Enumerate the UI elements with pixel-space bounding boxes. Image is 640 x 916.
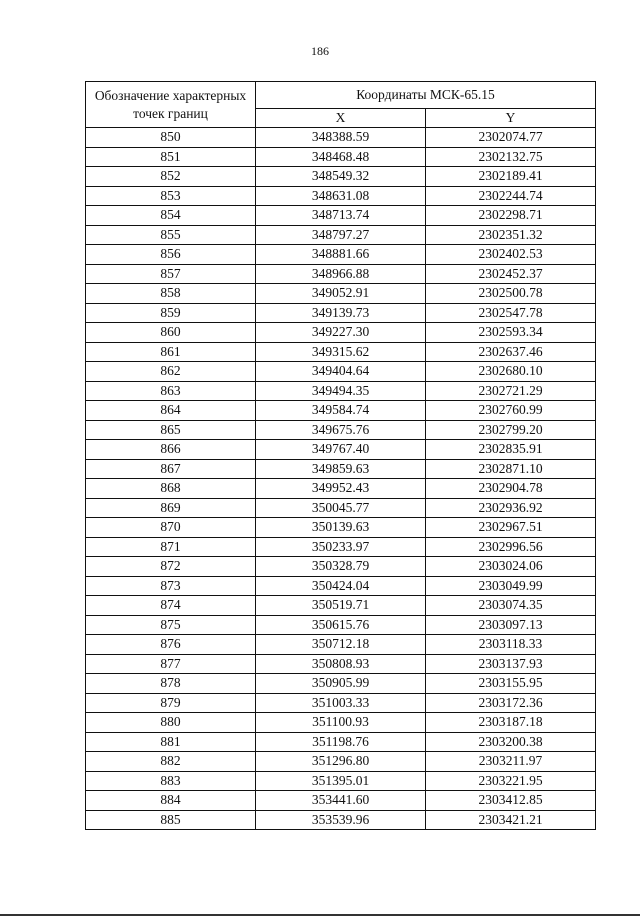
y-coordinate-cell: 2302760.99 xyxy=(426,401,596,421)
x-coordinate-cell: 348966.88 xyxy=(256,264,426,284)
table-header-row xyxy=(86,82,596,109)
y-coordinate-cell: 2302904.78 xyxy=(426,479,596,499)
y-coordinate-cell: 2302967.51 xyxy=(426,518,596,538)
y-coordinate-cell: 2302721.29 xyxy=(426,381,596,401)
x-coordinate-cell: 350712.18 xyxy=(256,635,426,655)
y-coordinate-cell: 2302500.78 xyxy=(426,284,596,304)
table-row xyxy=(86,167,596,187)
y-coordinate-cell: 2302244.74 xyxy=(426,186,596,206)
table-row xyxy=(86,498,596,518)
point-cell: 852 xyxy=(86,167,256,187)
y-coordinate-cell: 2303097.13 xyxy=(426,615,596,635)
y-coordinate-cell: 2303221.95 xyxy=(426,771,596,791)
table-row xyxy=(86,596,596,616)
point-cell: 874 xyxy=(86,596,256,616)
y-coordinate-cell: 2302547.78 xyxy=(426,303,596,323)
y-coordinate-cell: 2302351.32 xyxy=(426,225,596,245)
y-coordinate-cell: 2303412.85 xyxy=(426,791,596,811)
x-coordinate-cell: 349675.76 xyxy=(256,420,426,440)
table-row xyxy=(86,732,596,752)
x-coordinate-cell: 353539.96 xyxy=(256,810,426,830)
x-coordinate-cell: 348468.48 xyxy=(256,147,426,167)
table-row xyxy=(86,518,596,538)
table-row xyxy=(86,147,596,167)
point-cell: 875 xyxy=(86,615,256,635)
table-row xyxy=(86,264,596,284)
x-coordinate-cell: 349404.64 xyxy=(256,362,426,382)
y-coordinate-cell: 2302936.92 xyxy=(426,498,596,518)
x-coordinate-cell: 348797.27 xyxy=(256,225,426,245)
y-coordinate-cell: 2302871.10 xyxy=(426,459,596,479)
table-row xyxy=(86,245,596,265)
y-coordinate-cell: 2302298.71 xyxy=(426,206,596,226)
table-row xyxy=(86,459,596,479)
x-coordinate-cell: 350328.79 xyxy=(256,557,426,577)
x-coordinate-cell: 350233.97 xyxy=(256,537,426,557)
point-cell: 885 xyxy=(86,810,256,830)
table-body xyxy=(86,128,596,830)
point-cell: 857 xyxy=(86,264,256,284)
y-column-header: Y xyxy=(426,109,596,128)
point-cell: 876 xyxy=(86,635,256,655)
y-coordinate-cell: 2303155.95 xyxy=(426,674,596,694)
x-column-header: X xyxy=(256,109,426,128)
x-coordinate-cell: 348713.74 xyxy=(256,206,426,226)
point-cell: 866 xyxy=(86,440,256,460)
x-coordinate-cell: 349584.74 xyxy=(256,401,426,421)
x-coordinate-cell: 351003.33 xyxy=(256,693,426,713)
y-coordinate-cell: 2302680.10 xyxy=(426,362,596,382)
point-cell: 868 xyxy=(86,479,256,499)
y-coordinate-cell: 2303049.99 xyxy=(426,576,596,596)
point-cell: 882 xyxy=(86,752,256,772)
y-coordinate-cell: 2302402.53 xyxy=(426,245,596,265)
x-coordinate-cell: 351198.76 xyxy=(256,732,426,752)
x-coordinate-cell: 348549.32 xyxy=(256,167,426,187)
y-coordinate-cell: 2303074.35 xyxy=(426,596,596,616)
x-coordinate-cell: 351100.93 xyxy=(256,713,426,733)
point-cell: 851 xyxy=(86,147,256,167)
table-row xyxy=(86,362,596,382)
table-row xyxy=(86,557,596,577)
x-coordinate-cell: 353441.60 xyxy=(256,791,426,811)
page-number: 186 xyxy=(311,44,329,58)
point-cell: 883 xyxy=(86,771,256,791)
x-coordinate-cell: 350139.63 xyxy=(256,518,426,538)
x-coordinate-cell: 349227.30 xyxy=(256,323,426,343)
point-cell: 856 xyxy=(86,245,256,265)
x-coordinate-cell: 350615.76 xyxy=(256,615,426,635)
y-coordinate-cell: 2303200.38 xyxy=(426,732,596,752)
table-row xyxy=(86,342,596,362)
point-cell: 870 xyxy=(86,518,256,538)
y-coordinate-cell: 2302996.56 xyxy=(426,537,596,557)
point-cell: 864 xyxy=(86,401,256,421)
point-column-header: Обозначение характерных точек границ xyxy=(86,82,256,128)
y-coordinate-cell: 2303137.93 xyxy=(426,654,596,674)
point-cell: 853 xyxy=(86,186,256,206)
x-coordinate-cell: 349859.63 xyxy=(256,459,426,479)
table-row xyxy=(86,674,596,694)
table-row xyxy=(86,693,596,713)
point-cell: 877 xyxy=(86,654,256,674)
x-coordinate-cell: 350424.04 xyxy=(256,576,426,596)
point-cell: 850 xyxy=(86,128,256,148)
x-coordinate-cell: 348388.59 xyxy=(256,128,426,148)
x-coordinate-cell: 349952.43 xyxy=(256,479,426,499)
table-row xyxy=(86,576,596,596)
x-coordinate-cell: 348881.66 xyxy=(256,245,426,265)
point-cell: 878 xyxy=(86,674,256,694)
point-cell: 884 xyxy=(86,791,256,811)
y-coordinate-cell: 2303421.21 xyxy=(426,810,596,830)
table-row xyxy=(86,713,596,733)
y-coordinate-cell: 2302835.91 xyxy=(426,440,596,460)
table-row xyxy=(86,420,596,440)
y-coordinate-cell: 2303024.06 xyxy=(426,557,596,577)
table-row xyxy=(86,323,596,343)
point-cell: 879 xyxy=(86,693,256,713)
table-row xyxy=(86,635,596,655)
point-cell: 867 xyxy=(86,459,256,479)
x-coordinate-cell: 350045.77 xyxy=(256,498,426,518)
point-cell: 862 xyxy=(86,362,256,382)
point-cell: 873 xyxy=(86,576,256,596)
y-coordinate-cell: 2302189.41 xyxy=(426,167,596,187)
table-row xyxy=(86,615,596,635)
table-row xyxy=(86,381,596,401)
point-cell: 860 xyxy=(86,323,256,343)
table-row xyxy=(86,186,596,206)
y-coordinate-cell: 2303187.18 xyxy=(426,713,596,733)
x-coordinate-cell: 348631.08 xyxy=(256,186,426,206)
point-cell: 865 xyxy=(86,420,256,440)
y-coordinate-cell: 2302132.75 xyxy=(426,147,596,167)
table-row xyxy=(86,284,596,304)
y-coordinate-cell: 2302593.34 xyxy=(426,323,596,343)
point-cell: 861 xyxy=(86,342,256,362)
x-coordinate-cell: 349315.62 xyxy=(256,342,426,362)
point-cell: 872 xyxy=(86,557,256,577)
x-coordinate-cell: 349052.91 xyxy=(256,284,426,304)
point-cell: 881 xyxy=(86,732,256,752)
point-cell: 869 xyxy=(86,498,256,518)
table-row xyxy=(86,479,596,499)
y-coordinate-cell: 2303211.97 xyxy=(426,752,596,772)
x-coordinate-cell: 350808.93 xyxy=(256,654,426,674)
point-cell: 871 xyxy=(86,537,256,557)
point-cell: 859 xyxy=(86,303,256,323)
coordinates-table xyxy=(85,81,596,830)
table-row xyxy=(86,537,596,557)
y-coordinate-cell: 2302452.37 xyxy=(426,264,596,284)
table-row xyxy=(86,206,596,226)
table-row xyxy=(86,654,596,674)
y-coordinate-cell: 2303118.33 xyxy=(426,635,596,655)
table-header xyxy=(86,82,596,128)
x-coordinate-cell: 351395.01 xyxy=(256,771,426,791)
table-row xyxy=(86,128,596,148)
x-coordinate-cell: 349139.73 xyxy=(256,303,426,323)
point-cell: 858 xyxy=(86,284,256,304)
table-row xyxy=(86,771,596,791)
table-row xyxy=(86,791,596,811)
point-cell: 880 xyxy=(86,713,256,733)
y-coordinate-cell: 2302074.77 xyxy=(426,128,596,148)
x-coordinate-cell: 350519.71 xyxy=(256,596,426,616)
coordinates-group-header: Координаты МСК-65.15 xyxy=(256,82,596,109)
point-cell: 855 xyxy=(86,225,256,245)
table-row xyxy=(86,401,596,421)
x-coordinate-cell: 350905.99 xyxy=(256,674,426,694)
table-row xyxy=(86,303,596,323)
y-coordinate-cell: 2302637.46 xyxy=(426,342,596,362)
x-coordinate-cell: 349494.35 xyxy=(256,381,426,401)
table-row xyxy=(86,225,596,245)
x-coordinate-cell: 351296.80 xyxy=(256,752,426,772)
table-row xyxy=(86,440,596,460)
point-cell: 854 xyxy=(86,206,256,226)
y-coordinate-cell: 2303172.36 xyxy=(426,693,596,713)
x-coordinate-cell: 349767.40 xyxy=(256,440,426,460)
point-cell: 863 xyxy=(86,381,256,401)
table-row xyxy=(86,752,596,772)
table-row xyxy=(86,810,596,830)
y-coordinate-cell: 2302799.20 xyxy=(426,420,596,440)
